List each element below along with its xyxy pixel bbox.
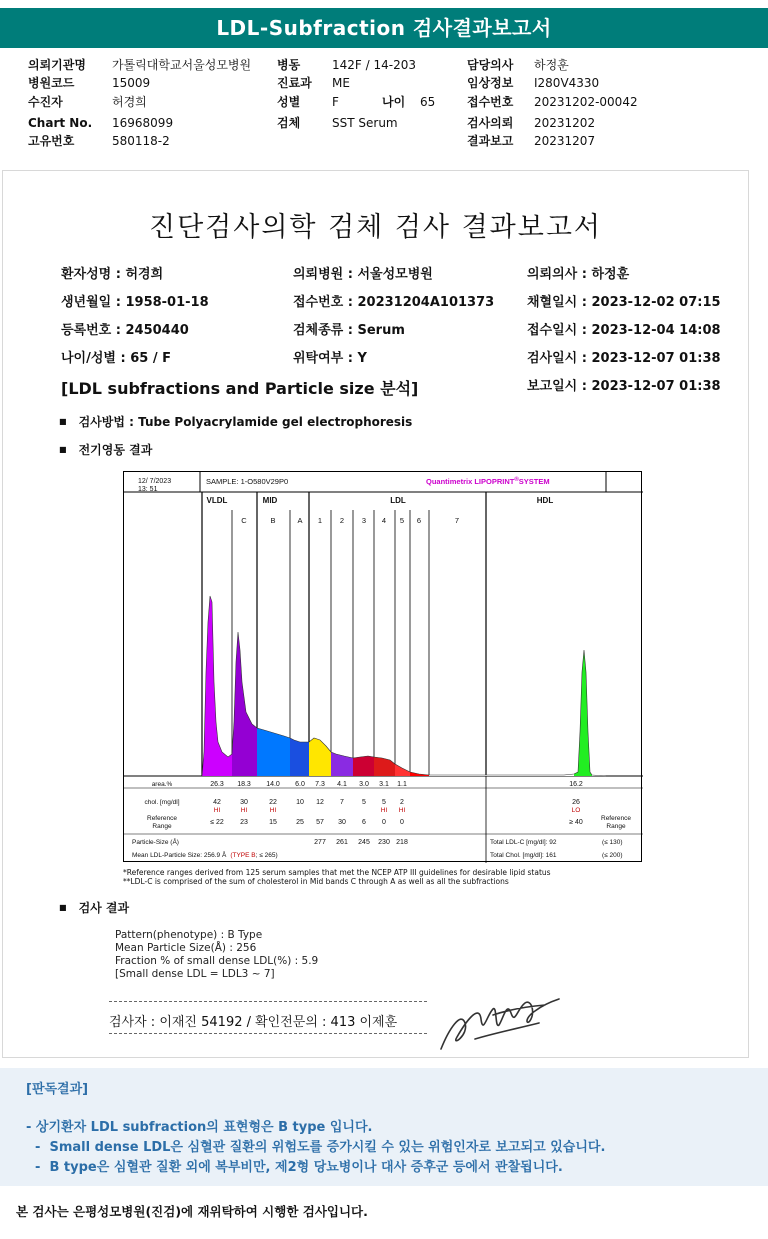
result-sdldl-fraction: Fraction % of small dense LDL(%) : 5.9	[115, 955, 319, 967]
band-fill-B	[257, 728, 290, 776]
result-mean-size: Mean Particle Size(Å) : 256	[115, 942, 257, 954]
particle-label: Particle-Size (Å)	[132, 839, 179, 846]
ref-value: 15	[269, 819, 277, 826]
header-v2b-row-2: 65	[420, 95, 436, 109]
header-l2-row-1: 진료과	[277, 76, 312, 90]
total-ldl-c: Total LDL-C [mg/dl]: 92	[490, 839, 557, 846]
mean-type: (TYPE B	[230, 852, 256, 859]
registration-no: 등록번호 : 2450440	[61, 323, 189, 338]
area-value: 6.0	[295, 781, 305, 788]
header-v3-row-1: I280V4330	[534, 76, 600, 90]
band-fill-A	[290, 738, 309, 776]
mean-value: Mean LDL-Particle Size: 256.9 Å	[132, 852, 227, 859]
ref-value: 0	[400, 819, 404, 826]
chart-time: 13: 51	[138, 486, 158, 493]
chol-value: 30	[240, 799, 248, 806]
particle-value: 245	[358, 839, 370, 846]
ref-label: Reference	[147, 815, 177, 822]
header-v1-row-2: 허경희	[112, 95, 147, 109]
header-v1-row-1: 15009	[112, 76, 151, 90]
judgement-line-2: - Small dense LDL은 심혈관 질환의 위험도를 증가시킬 수 있는 위험인자로 보고되고 있습니다.	[26, 1140, 606, 1155]
electrophoresis-heading: ■ 전기영동 결과	[59, 441, 152, 458]
total-chol: Total Chol. [mg/dl]: 161	[490, 852, 557, 859]
band-label: 2	[339, 516, 345, 525]
ref-value: 0	[382, 819, 386, 826]
ref-value: 25	[296, 819, 304, 826]
specimen-type: 검체종류 : Serum	[293, 323, 405, 338]
judgement-panel	[0, 1068, 768, 1186]
area-value: 1.1	[397, 781, 407, 788]
header-l1-row-0: 의뢰기관명	[28, 58, 86, 72]
divider	[109, 1001, 427, 1002]
mean-tail: ; ≤ 265)	[255, 852, 278, 859]
group-label: LDL	[390, 496, 406, 505]
judgement-line-3: - B type은 심혈관 질환 외에 복부비만, 제2형 당뇨병이나 대사 증후군 등에서 관찰됩니다.	[26, 1160, 563, 1175]
band-label: 7	[454, 516, 460, 525]
chol-label: chol. [mg/dl]	[144, 799, 180, 806]
ref-value: ≥ 40	[569, 819, 583, 826]
chol-flag: HI	[380, 807, 388, 814]
divider	[109, 1033, 427, 1034]
ref-value: 30	[338, 819, 346, 826]
chol-value: 2	[400, 799, 404, 806]
ref-label-right: Reference	[601, 815, 631, 822]
chol-value: 26	[572, 799, 580, 806]
signature-image	[435, 989, 563, 1057]
header-v3-row-2: 20231202-00042	[534, 95, 638, 109]
header-l1-row-4: 고유번호	[28, 134, 75, 148]
birth-date: 생년월일 : 1958-01-18	[61, 295, 209, 310]
lab-report-title: 진단검사의학 검체 검사 결과보고서	[149, 212, 602, 243]
total-ldl-c-ref: (≤ 130)	[602, 839, 623, 846]
band-label: C	[241, 516, 247, 525]
receipt-no: 접수번호 : 20231204A101373	[293, 295, 495, 310]
ref-value: 23	[240, 819, 248, 826]
mean-particle-size	[132, 850, 278, 859]
chart-brand	[426, 476, 550, 486]
area-value: 14.0	[266, 781, 280, 788]
group-label: VLDL	[206, 496, 228, 505]
section-heading: [LDL subfractions and Particle size 분석]	[61, 379, 419, 398]
receipt-time: 접수일시 : 2023-12-04 14:08	[527, 323, 721, 338]
group-label: HDL	[536, 496, 554, 505]
ref-value: ≤ 22	[210, 819, 224, 826]
ref-label-right: Range	[606, 823, 626, 830]
report-time: 보고일시 : 2023-12-07 01:38	[527, 379, 721, 394]
header-v1-row-3: 16968099	[112, 116, 174, 130]
ref-value: 6	[362, 819, 366, 826]
band-fill-3	[353, 756, 374, 776]
area-value: 3.1	[379, 781, 389, 788]
header-v3-row-0: 하정훈	[534, 58, 569, 72]
band-fill-4	[374, 757, 395, 776]
band-fill-C	[232, 632, 257, 776]
chol-value: 22	[269, 799, 277, 806]
lab-report	[2, 170, 749, 1058]
header-l1-row-2: 수진자	[28, 95, 63, 109]
particle-value: 218	[396, 839, 408, 846]
header-l2-row-0: 병동	[277, 58, 301, 72]
chol-value: 10	[296, 799, 304, 806]
verifier-line: 검사자 : 이재진 54192 / 확인전문의 : 413 이제훈	[109, 1015, 398, 1030]
brand-system: SYSTEM	[518, 477, 550, 486]
test-time: 검사일시 : 2023-12-07 01:38	[527, 351, 721, 366]
footnote-2: **LDL-C is comprised of the sum of cholesterol in Mid bands C through A as well as all the subfractions	[123, 877, 509, 886]
header-v2-row-2: F	[332, 95, 339, 109]
chol-value: 7	[340, 799, 344, 806]
area-label: area.%	[151, 781, 173, 788]
header-l2b-row-2: 나이	[382, 95, 406, 109]
chol-flag: HI	[240, 807, 248, 814]
area-value: 16.2	[569, 781, 583, 788]
area-value: 3.0	[359, 781, 369, 788]
header-v2-row-3: SST Serum	[332, 116, 398, 130]
band-label: 6	[416, 516, 422, 525]
chol-value: 5	[362, 799, 366, 806]
results-heading: ■ 검사 결과	[59, 899, 129, 916]
brand-reg: ®	[514, 477, 519, 483]
chart-sample: SAMPLE: 1-O580V29P0	[206, 477, 289, 486]
band-label: 1	[317, 516, 323, 525]
bottom-note: 본 검사는 은평성모병원(진검)에 재위탁하여 시행한 검사입니다.	[16, 1204, 368, 1219]
report-title-bar: LDL-Subfraction 검사결과보고서	[0, 8, 768, 48]
age-sex: 나이/성별 : 65 / F	[61, 351, 172, 366]
area-value: 4.1	[337, 781, 347, 788]
area-value: 18.3	[237, 781, 251, 788]
band-label: 5	[399, 516, 405, 525]
group-label: MID	[262, 496, 278, 505]
header-l2-row-3: 검체	[277, 116, 301, 130]
chol-value: 42	[213, 799, 221, 806]
judgement-line-1: - 상기환자 LDL subfraction의 표현형은 B type 입니다.	[26, 1120, 373, 1135]
judgement-heading: [판독결과]	[26, 1082, 89, 1097]
header-v1-row-0: 가톨릭대학교서울성모병원	[112, 58, 252, 72]
total-chol-ref: (≤ 200)	[602, 852, 623, 859]
ref-label: Range	[152, 823, 172, 830]
chol-flag: LO	[571, 807, 581, 814]
ref-value: 57	[316, 819, 324, 826]
patient-name: 환자성명 : 허경희	[61, 267, 164, 282]
header-l3-row-3: 검사의뢰	[467, 116, 514, 130]
header-l3-row-0: 담당의사	[467, 58, 514, 72]
header-l1-row-3: Chart No.	[28, 116, 93, 130]
band-fill-VLDL	[202, 596, 232, 776]
header-v3-row-3: 20231202	[534, 116, 596, 130]
requesting-doctor: 의뢰의사 : 하정훈	[527, 267, 630, 282]
requesting-hospital: 의뢰병원 : 서울성모병원	[293, 267, 433, 282]
chart-date: 12/ 7/2023	[138, 478, 172, 485]
area-value: 26.3	[210, 781, 224, 788]
test-method: ■ 검사방법 : Tube Polyacrylamide gel electrophoresis	[59, 413, 412, 430]
header-l1-row-1: 병원코드	[28, 76, 75, 90]
header-l2-row-2: 성별	[277, 95, 301, 109]
chol-flag: HI	[269, 807, 277, 814]
particle-value: 277	[314, 839, 326, 846]
header-l3-row-2: 접수번호	[467, 95, 514, 109]
lipoprint-chart	[123, 471, 642, 862]
lipoprint-svg	[124, 472, 643, 863]
chol-flag: HI	[213, 807, 221, 814]
result-sdldl-def: [Small dense LDL = LDL3 ~ 7]	[115, 968, 275, 980]
header-v2-row-0: 142F / 14-203	[332, 58, 416, 72]
brand-name: Quantimetrix LIPOPRINT	[426, 477, 515, 486]
chol-value: 12	[316, 799, 324, 806]
header-v2-row-1: ME	[332, 76, 350, 90]
chol-flag: HI	[398, 807, 406, 814]
header-l3-row-1: 임상정보	[467, 76, 514, 90]
footnote-1: *Reference ranges derived from 125 serum samples that met the NCEP ATP III guidelines for desirable lipid status	[123, 868, 551, 877]
header-v3-row-4: 20231207	[534, 134, 596, 148]
header-l3-row-4: 결과보고	[467, 134, 514, 148]
collection-time: 채혈일시 : 2023-12-02 07:15	[527, 295, 721, 310]
band-label: 4	[381, 516, 387, 525]
header-v1-row-4: 580118-2	[112, 134, 170, 148]
outsourced: 위탁여부 : Y	[293, 351, 367, 366]
chol-value: 5	[382, 799, 386, 806]
particle-value: 261	[336, 839, 348, 846]
band-label: B	[270, 516, 276, 525]
band-label: 3	[361, 516, 367, 525]
band-label: A	[297, 516, 303, 525]
band-fill-1	[309, 738, 331, 776]
particle-value: 230	[378, 839, 390, 846]
area-value: 7.3	[315, 781, 325, 788]
band-fill-5	[395, 764, 410, 776]
result-pattern: Pattern(phenotype) : B Type	[115, 929, 263, 941]
